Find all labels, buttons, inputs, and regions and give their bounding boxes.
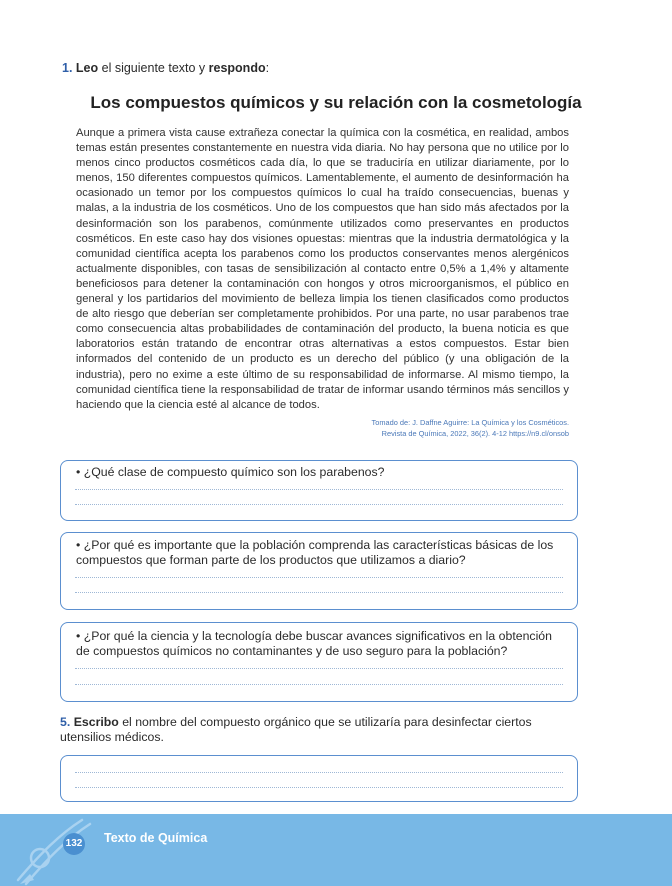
article-title: Los compuestos químicos y su relación con la cosmetología <box>90 93 582 112</box>
question-1 <box>76 465 563 480</box>
answer-line[interactable] <box>75 668 563 669</box>
page-number: 132 <box>63 833 85 855</box>
activity-instruction <box>62 61 269 75</box>
footer-title: Texto de Química <box>104 831 208 845</box>
bullet-icon: • <box>76 465 81 479</box>
question-5 <box>60 715 585 745</box>
instruction-verb-answer: respondo <box>208 61 266 75</box>
question-1-text: ¿Qué clase de compuesto químico son los parabenos? <box>83 465 385 479</box>
question-5-number: 5. <box>60 715 71 729</box>
citation-line-1: Tomado de: J. Daffne Aguirre: La Química y los Cosméticos. <box>371 418 569 427</box>
answer-line[interactable] <box>75 577 563 578</box>
answer-line[interactable] <box>75 787 563 788</box>
answer-line[interactable] <box>75 592 563 593</box>
activity-number: 1. <box>62 61 73 75</box>
article-body: Aunque a primera vista cause extrañeza conectar la química con la cosmética, en realidad, ambos temas están presentes constantemente en nuestra vida diaria. No hay persona que no utilice por lo menos cinco productos cosméticos cada día, lo que se traduciría en utilizar diariamente, por lo menos, 150 diferentes compuestos químicos. Lamentablemente, el aumento de desinformación ha ocasionado un temor por los compuestos químicos lo cual ha traído consecuencias, buenas y malas, a la industria de los cosméticos. Uno de los compuestos que han sido más afectados por la desinformación son los parabenos, comúnmente utilizados como preservantes en productos cosméticos. En este caso hay dos visiones opuestas: mientras que la industria dermatológica y la comunidad científica acepta los parabenos como los productos conservantes menos alergénicos actualmente disponibles, con tasas de sensibilización al contacto entre 0,5% a 1,4% y altamente beneficiosos para detener la contaminación con hongos y otros microorganismos, el público en general y los partidarios del movimiento de belleza limpia los tienen clasificados como productos de alto riesgo que deberían ser completamente prohibidos. Por una parte, no usar parabenos trae como consecuencia altas probabilidades de contaminación del producto, la buena noticia es que laboratorios están tratando de encontrar otras alternativas a estos compuestos. Estar bien informados del contenido de un producto es un derecho del público (y una obligación de la industria), pero no exime a este último de su responsabilidad de informarse. Al mismo tiempo, la comunidad científica tiene la responsabilidad de tratar de informar usando términos más sencillos y haciendo que la ciencia esté al alcance de todos. <box>76 127 569 411</box>
citation-line-2: Revista de Química, 2022, 36(2). 4-12 https://n9.cl/onsob <box>381 428 569 438</box>
article-citation <box>309 418 569 439</box>
question-3 <box>76 629 563 659</box>
bullet-icon: • <box>76 538 81 552</box>
question-3-text: ¿Por qué la ciencia y la tecnología debe buscar avances significativos en la obtención de compuestos químicos no contaminantes y de uso seguro para la población? <box>76 629 552 658</box>
answer-line[interactable] <box>75 684 563 685</box>
answer-line[interactable] <box>75 489 563 490</box>
answer-line[interactable] <box>75 772 563 773</box>
rocket-decoration-icon <box>0 814 120 886</box>
question-2 <box>76 538 563 568</box>
instruction-end: : <box>265 61 270 75</box>
question-box-3 <box>60 622 578 702</box>
answer-line[interactable] <box>75 504 563 505</box>
page-footer <box>0 814 672 886</box>
question-box-1 <box>60 460 578 521</box>
bullet-icon: • <box>76 629 81 643</box>
instruction-middle: el siguiente texto y <box>98 61 209 75</box>
question-box-2 <box>60 532 578 610</box>
question-2-text: ¿Por qué es importante que la población comprenda las características básicas de los compuestos que forman parte de los productos que utilizamos a diario? <box>76 538 554 567</box>
question-5-verb: Escribo <box>73 715 119 729</box>
answer-box-5 <box>60 755 578 802</box>
instruction-verb-read: Leo <box>75 61 99 75</box>
question-5-text: el nombre del compuesto orgánico que se utilizaría para desinfectar ciertos utensilios médicos. <box>60 715 532 744</box>
